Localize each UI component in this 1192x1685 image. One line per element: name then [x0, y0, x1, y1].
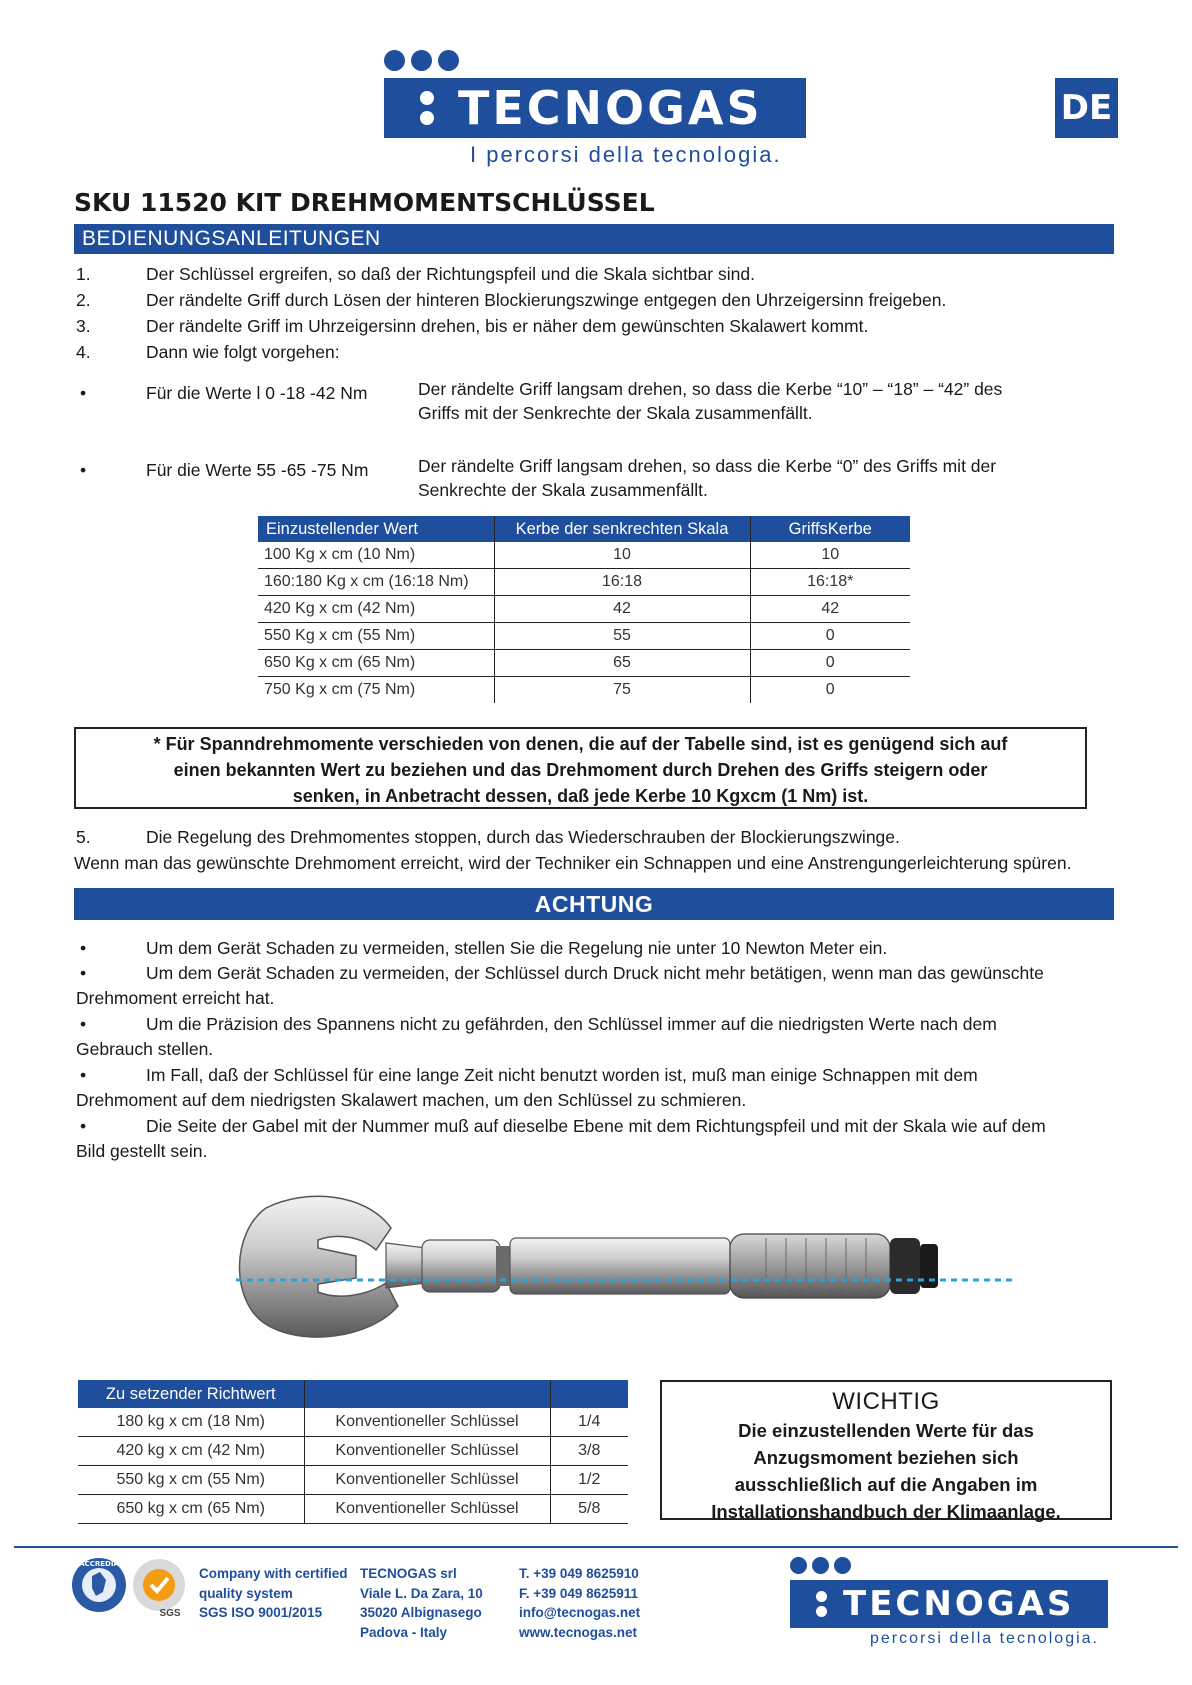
- value-desc: Der rändelte Griff langsam drehen, so dass die Kerbe “0” des Griffs mit der: [418, 456, 997, 476]
- step-number: 4.: [76, 342, 91, 362]
- footer-address-line: 35020 Albignasego: [360, 1605, 482, 1620]
- table-cell: 16:18: [494, 569, 750, 596]
- step-number: 5.: [76, 827, 91, 847]
- table-header: Einzustellender Wert: [258, 516, 494, 542]
- table-header: [550, 1380, 628, 1408]
- section-heading-instructions: BEDIENUNGSANLEITUNGEN: [74, 224, 1114, 254]
- sgs-badge-icon: [128, 1556, 190, 1618]
- table-cell: 1/2: [550, 1466, 628, 1495]
- sgs-label: SGS: [159, 1608, 181, 1618]
- table-cell: Konventioneller Schlüssel: [304, 1437, 550, 1466]
- table-cell: Konventioneller Schlüssel: [304, 1466, 550, 1495]
- section-heading-warning: ACHTUNG: [74, 888, 1114, 920]
- table-cell: 0: [750, 650, 910, 677]
- table-header-row: [78, 1380, 628, 1408]
- footer-email-link[interactable]: info@tecnogas.net: [519, 1605, 641, 1620]
- table-cell: 1/4: [550, 1408, 628, 1437]
- table-cell: 420 kg x cm (42 Nm): [78, 1437, 304, 1466]
- warning-text: Um dem Gerät Schaden zu vermeiden, stellen Sie die Regelung nie unter 10 Newton Meter ein.: [146, 938, 888, 958]
- footer-logo: [790, 1580, 1108, 1628]
- footer-address-line: TECNOGAS srl: [360, 1566, 457, 1581]
- table-row: [78, 1437, 628, 1466]
- table-row: [78, 1466, 628, 1495]
- important-line: Anzugsmoment beziehen sich: [753, 1447, 1019, 1468]
- bullet-icon: •: [80, 963, 87, 983]
- table-cell: 16:18*: [750, 569, 910, 596]
- torque-note-box: [74, 727, 1087, 809]
- reference-table: [78, 1380, 628, 1524]
- table-cell: 550 kg x cm (55 Nm): [78, 1466, 304, 1495]
- table-cell: 420 Kg x cm (42 Nm): [258, 596, 494, 623]
- table-header: [304, 1380, 550, 1408]
- table-row: [258, 650, 910, 677]
- warning-text-cont: Drehmoment erreicht hat.: [76, 988, 275, 1008]
- logo-wordmark: TECNOGAS: [458, 81, 763, 135]
- bullet-icon: •: [80, 1014, 87, 1034]
- table-cell: 42: [494, 596, 750, 623]
- torque-table: [258, 516, 910, 703]
- important-line: Installationshandbuch der Klimaanlage.: [711, 1501, 1061, 1522]
- warning-text-cont: Bild gestellt sein.: [76, 1141, 208, 1161]
- table-cell: 750 Kg x cm (75 Nm): [258, 677, 494, 704]
- table-header: Zu setzender Richtwert: [78, 1380, 304, 1408]
- table-row: [258, 623, 910, 650]
- step-number: 3.: [76, 316, 91, 336]
- table-cell: 42: [750, 596, 910, 623]
- footer-cert-line: quality system: [199, 1585, 293, 1601]
- footer-tagline: percorsi della tecnologia.: [870, 1630, 1099, 1647]
- important-box: [660, 1380, 1112, 1520]
- table-cell: 650 kg x cm (65 Nm): [78, 1495, 304, 1524]
- bullet-icon: •: [80, 460, 87, 480]
- footer-certification: [199, 1564, 348, 1623]
- table-cell: 5/8: [550, 1495, 628, 1524]
- table-cell: 100 Kg x cm (10 Nm): [258, 542, 494, 569]
- footer-phone: T. +39 049 8625910: [519, 1566, 639, 1581]
- footer-cert-line: Company with certified: [199, 1566, 348, 1581]
- important-line: Die einzustellenden Werte für das: [738, 1420, 1034, 1441]
- table-cell: 180 kg x cm (18 Nm): [78, 1408, 304, 1437]
- value-desc: Der rändelte Griff langsam drehen, so dass die Kerbe “10” – “18” – “42” des: [418, 379, 1003, 399]
- warning-text: Die Seite der Gabel mit der Nummer muß auf dieselbe Ebene mit dem Richtungspfeil und mit der Skala wie auf dem: [146, 1116, 1046, 1136]
- table-cell: Konventioneller Schlüssel: [304, 1495, 550, 1524]
- step-text: Der rändelte Griff im Uhrzeigersinn drehen, bis er näher dem gewünschten Skalawert kommt.: [146, 316, 869, 336]
- note-line: * Für Spanndrehmomente verschieden von denen, die auf der Tabelle sind, ist es genügend sich auf: [153, 734, 1008, 754]
- table-cell: Konventioneller Schlüssel: [304, 1408, 550, 1437]
- table-cell: 75: [494, 677, 750, 704]
- page-title: SKU 11520 KIT DREHMOMENTSCHLÜSSEL: [74, 188, 655, 217]
- step-text: Der Schlüssel ergreifen, so daß der Richtungspfeil und die Skala sichtbar sind.: [146, 264, 755, 284]
- table-row: [258, 596, 910, 623]
- table-cell: 160:180 Kg x cm (16:18 Nm): [258, 569, 494, 596]
- footer-contact: [519, 1564, 640, 1642]
- footer-address-line: Viale L. Da Zara, 10: [360, 1585, 483, 1601]
- table-row: [258, 569, 910, 596]
- company-logo: [384, 78, 806, 138]
- footer-fax: F. +39 049 8625911: [519, 1585, 638, 1601]
- table-cell: 10: [750, 542, 910, 569]
- step-text: Die Regelung des Drehmomentes stoppen, durch das Wiederschrauben der Blockierungszwinge.: [146, 827, 900, 847]
- bullet-icon: •: [80, 1065, 87, 1085]
- footer-website-link[interactable]: www.tecnogas.net: [519, 1624, 638, 1640]
- table-cell: 0: [825, 681, 835, 698]
- table-cell: 3/8: [550, 1437, 628, 1466]
- table-cell: 0: [750, 623, 910, 650]
- table-row: [258, 542, 910, 569]
- value-desc: Griffs mit der Senkrechte der Skala zusammenfällt.: [418, 403, 813, 423]
- bullet-icon: •: [80, 383, 87, 403]
- important-line: ausschließlich auf die Angaben im: [734, 1474, 1038, 1495]
- value-label: Für die Werte l 0 -18 -42 Nm: [146, 383, 368, 403]
- logo-dots: [384, 50, 459, 71]
- table-row: [258, 677, 910, 704]
- step-number: 2.: [76, 290, 91, 310]
- accredia-badge-icon: [70, 1556, 128, 1614]
- accredia-label: ACCREDIA: [79, 1560, 119, 1568]
- language-badge: DE: [1055, 78, 1118, 138]
- table-cell: 65: [494, 650, 750, 677]
- footer-divider: [14, 1546, 1178, 1548]
- table-row: [78, 1495, 628, 1524]
- warning-text-cont: Drehmoment auf dem niedrigsten Skalawert machen, um den Schlüssel zu schmieren.: [76, 1090, 747, 1110]
- value-label: Für die Werte 55 -65 -75 Nm: [146, 460, 369, 480]
- warning-text: Um dem Gerät Schaden zu vermeiden, der Schlüssel durch Druck nicht mehr betätigen, wenn man das gewünschte: [146, 963, 1044, 983]
- table-cell: 10: [494, 542, 750, 569]
- bullet-icon: •: [80, 938, 87, 958]
- torque-wrench-image: [226, 1188, 1036, 1358]
- important-heading: WICHTIG: [832, 1388, 940, 1415]
- warning-text: Im Fall, daß der Schlüssel für eine lange Zeit nicht benutzt worden ist, muß man einige Schnappen mit dem: [146, 1065, 978, 1085]
- table-header: Kerbe der senkrechten Skala: [494, 516, 750, 542]
- table-row: [78, 1408, 628, 1437]
- warning-text: Um die Präzision des Spannens nicht zu gefährden, den Schlüssel immer auf die niedrigsten Werte nach dem: [146, 1014, 997, 1034]
- table-cell: 550 Kg x cm (55 Nm): [258, 623, 494, 650]
- step-text: Dann wie folgt vorgehen:: [146, 342, 340, 362]
- table-header: GriffsKerbe: [750, 516, 910, 542]
- note-line: einen bekannten Wert zu beziehen und das Drehmoment durch Drehen des Griffs steigern oder: [173, 760, 988, 780]
- warning-text-cont: Gebrauch stellen.: [76, 1039, 214, 1059]
- footer-logo-wordmark: TECNOGAS: [843, 1584, 1075, 1624]
- footer-cert-line: SGS ISO 9001/2015: [199, 1605, 323, 1620]
- logo-tagline: I percorsi della tecnologia.: [470, 142, 782, 167]
- footer-logo-dots: [790, 1557, 851, 1574]
- step-text: Der rändelte Griff durch Lösen der hinteren Blockierungszwinge entgegen den Uhrzeigersinn freigeben.: [146, 290, 947, 310]
- step-number: 1.: [76, 264, 91, 284]
- step-follow-text: Wenn man das gewünschte Drehmoment erreicht, wird der Techniker ein Schnappen und eine Anstrengungerleichterung spüren.: [74, 853, 1072, 873]
- table-header-row: [258, 516, 910, 542]
- value-desc: Senkrechte der Skala zusammenfällt.: [418, 480, 708, 500]
- note-line: senken, in Anbetracht dessen, daß jede Kerbe 10 Kgxcm (1 Nm) ist.: [292, 786, 869, 806]
- footer-address: [360, 1564, 483, 1642]
- bullet-icon: •: [80, 1116, 87, 1136]
- footer-address-line: Padova - Italy: [360, 1624, 448, 1640]
- table-cell: 55: [494, 623, 750, 650]
- table-cell: 650 Kg x cm (65 Nm): [258, 650, 494, 677]
